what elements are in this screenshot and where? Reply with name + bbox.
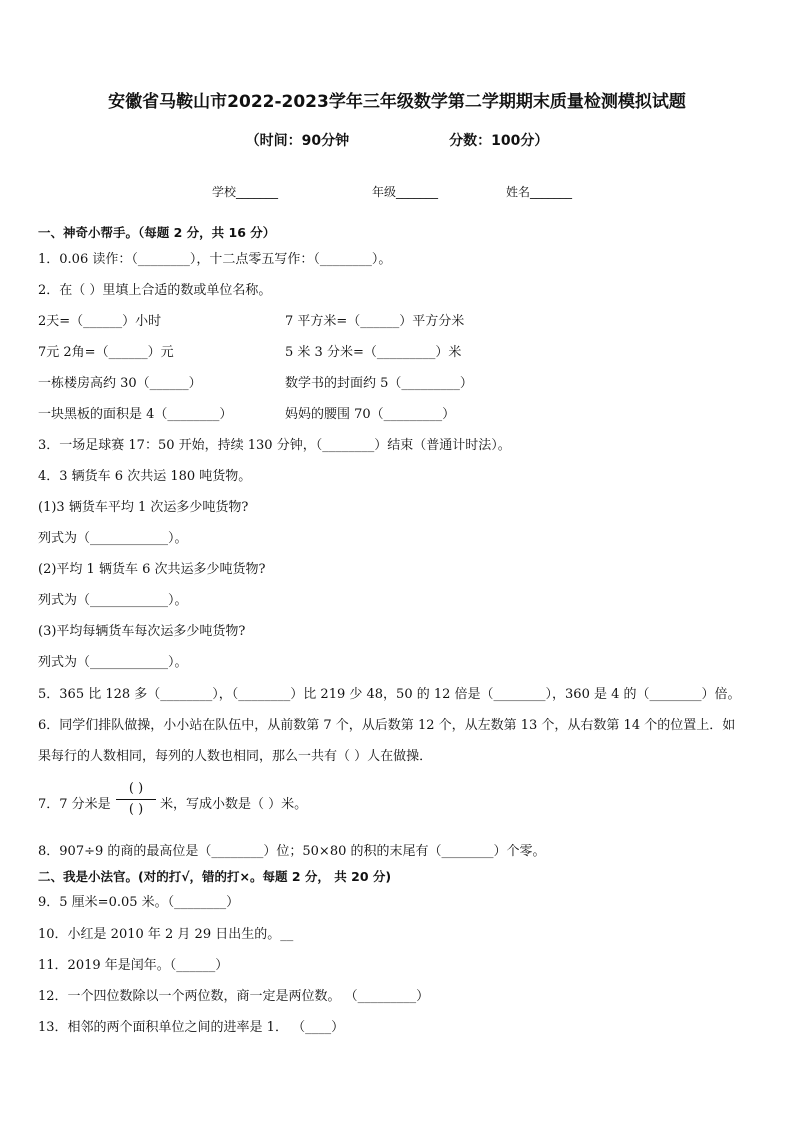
name-field[interactable]: 姓名_______ — [506, 185, 573, 199]
question-10: 10．小红是 2010 年 2 月 29 日出生的。__ — [38, 927, 294, 942]
question-3: 3．一场足球赛 17：50 开始，持续 130 分钟，（________）结束（普通计时法）。 — [38, 438, 511, 453]
score-label: 分数：100分） — [449, 133, 549, 149]
question-1: 1．0.06 读作：（________），十二点零五写作：（________）。 — [38, 252, 392, 267]
school-field[interactable]: 学校_______ — [212, 185, 279, 199]
grade-field[interactable]: 年级_______ — [372, 185, 439, 199]
section-1-heading: 一、神奇小帮手。（每题 2 分，共 16 分） — [38, 225, 276, 240]
question-2c: 7元 2角=（______）元 — [38, 345, 174, 360]
question-7-prefix: 7．7 分米是 — [38, 797, 111, 812]
question-7-fraction — [116, 781, 156, 818]
question-9: 9．5 厘米=0.05 米。（________） — [38, 895, 240, 910]
question-2f: 数学书的封面约 5（_________） — [285, 376, 473, 391]
page-title: 安徽省马鞍山市2022-2023学年三年级数学第二学期期末质量检测模拟试题 — [108, 92, 686, 112]
question-13: 13．相邻的两个面积单位之间的进率是 1． （____） — [38, 1020, 345, 1035]
question-4-3: (3)平均每辆货车每次运多少吨货物? — [38, 624, 246, 639]
question-2h: 妈妈的腰围 70（_________） — [285, 407, 456, 422]
question-4-2: (2)平均 1 辆货车 6 次共运多少吨货物? — [38, 562, 266, 577]
question-2a: 2天=（______）小时 — [38, 314, 162, 329]
question-12: 12．一个四位数除以一个两位数，商一定是两位数。 （_________） — [38, 989, 430, 1004]
fraction-numerator: ( ) — [128, 781, 144, 796]
question-4-2-answer: 列式为（____________）。 — [38, 593, 188, 608]
question-8: 8．907÷9 的商的最高位是（________）位；50×80 的积的末尾有（________）个零。 — [38, 844, 546, 859]
question-7-suffix: 米，写成小数是（ ）米。 — [160, 797, 308, 812]
exam-subtitle — [0, 130, 794, 150]
question-4-3-answer: 列式为（____________）。 — [38, 655, 188, 670]
question-6-line-2: 果每行的人数相同，每列的人数也相同，那么一共有（ ）人在做操． — [38, 749, 433, 764]
question-4: 4．3 辆货车 6 次共运 180 吨货物。 — [38, 469, 252, 484]
question-4-1: (1)3 辆货车平均 1 次运多少吨货物? — [38, 500, 249, 515]
question-2d: 5 米 3 分米=（_________）米 — [285, 345, 462, 360]
question-4-1-answer: 列式为（____________）。 — [38, 531, 188, 546]
time-label: （时间：90分钟 — [245, 133, 350, 149]
section-2-heading: 二、我是小法官。(对的打√，错的打×。每题 2 分， 共 20 分) — [38, 869, 392, 884]
question-2g: 一块黑板的面积是 4（________） — [38, 407, 233, 422]
question-6-line-1: 6．同学们排队做操，小小站在队伍中，从前数第 7 个，从后数第 12 个，从左数第 13 个，从右数第 14 个的位置上．如 — [38, 718, 736, 733]
fraction-denominator: ( ) — [128, 802, 144, 817]
fraction-bar — [116, 799, 156, 800]
question-11: 11．2019 年是闰年。（______） — [38, 958, 229, 973]
question-2b: 7 平方米=（______）平方分米 — [285, 314, 465, 329]
question-2: 2．在（ ）里填上合适的数或单位名称。 — [38, 283, 272, 298]
question-5: 5．365 比 128 多（________），（________）比 219 少 48，50 的 12 倍是（________），360 是 4 的（________）倍。 — [38, 687, 741, 702]
question-2e: 一栋楼房高约 30（______） — [38, 376, 202, 391]
